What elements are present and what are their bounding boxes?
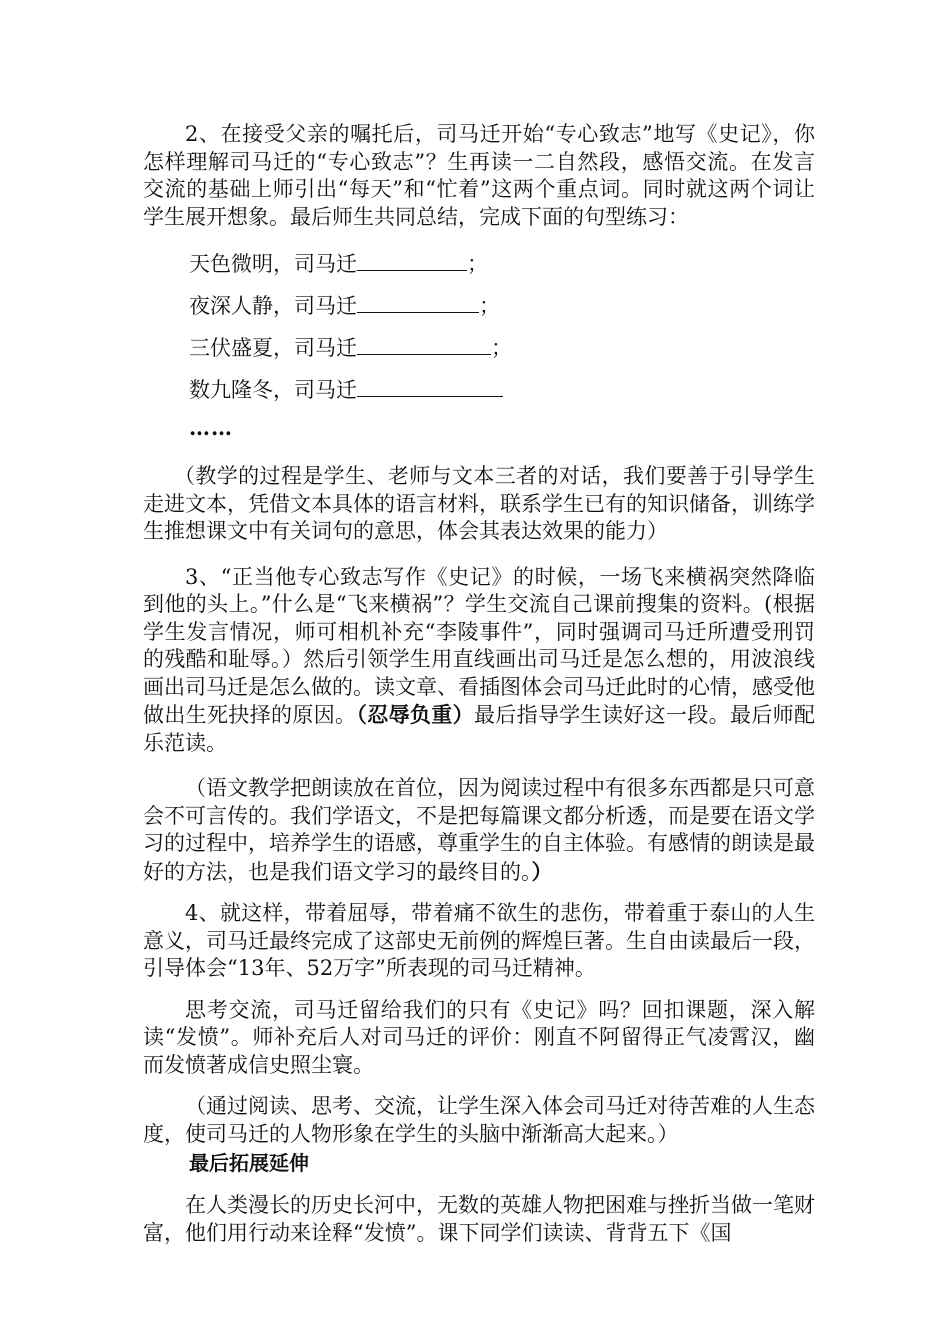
- drill-line-1: [143, 243, 815, 285]
- note-2-text: （语文教学把朗读放在首位，因为阅读过程中有很多东西都是只可意会不可言传的。我们学语文，不是把每篇课文都分析透，而是要在语文学习的过程中，培养学生的语感，尊重学生的自主体验。有感情的朗读是最好的方法，也是我们语文学习的最终目的。: [143, 776, 815, 884]
- paragraph-step-2: 2、在接受父亲的嘱托后，司马迁开始“专心致志”地写《史记》，你怎样理解司马迁的“专心致志”？生再读一二自然段，感悟交流。在发言交流的基础上师引出“每天”和“忙着”这两个重点词。同时就这两个词让学生展开想象。最后师生共同总结，完成下面的句型练习：: [143, 122, 815, 229]
- drill-line-4: [143, 369, 815, 411]
- drill-suffix: ；: [467, 252, 488, 276]
- step-3-text: 3、“正当他专心致志写作《史记》的时候，一场飞来横祸突然降临到他的头上。”什么是“飞来横祸”？学生交流自己课前搜集的资料。(根据学生发言情况，师可相机补充“李陵事件”，同时强调司马迁所遭受刑罚的残酷和耻辱。）然后引领学生用直线画出司马迁是怎么想的，用波浪线画出司马迁是怎么做的。读文章、看插图体会司马迁此时的心情，感受他做出生死抉择的原因。: [143, 564, 815, 727]
- drill-suffix: ；: [491, 336, 512, 360]
- drill-prefix: 数九隆冬，司马迁: [189, 378, 357, 402]
- drill-line-3: [143, 327, 815, 369]
- drill-line-2: [143, 285, 815, 327]
- drill-suffix: ；: [479, 294, 500, 318]
- fill-blank: [357, 378, 503, 397]
- teaching-note-3: （通过阅读、思考、交流，让学生深入体会司马迁对待苦难的人生态度，使司马迁的人物形象在学生的头脑中渐渐高大起来。）: [143, 1094, 815, 1146]
- paragraph-discussion: 思考交流，司马迁留给我们的只有《史记》吗？回扣课题，深入解读“发愤”。师补充后人对司马迁的评价：刚直不阿留得正气凌霄汉，幽而发愤著成信史照尘寰。: [143, 997, 815, 1077]
- fill-blank: [357, 336, 491, 355]
- teaching-note-2: [143, 775, 815, 886]
- fill-blank: [357, 252, 467, 271]
- note-2-close-paren: ）: [531, 858, 553, 884]
- paragraph-step-4: 4、就这样，带着屈辱，带着痛不欲生的悲伤，带着重于泰山的人生意义，司马迁最终完成了这部史无前例的辉煌巨著。生自由读最后一段，引导体会“13年、52万字”所表现的司马迁精神。: [143, 901, 815, 980]
- teaching-note-1: （教学的过程是学生、老师与文本三者的对话，我们要善于引导学生走进文本，凭借文本具体的语言材料，联系学生已有的知识储备，训练学生推想课文中有关词句的意思，体会其表达效果的能力）: [143, 464, 815, 543]
- drill-prefix: 三伏盛夏，司马迁: [189, 336, 357, 360]
- document-page: [143, 121, 815, 1247]
- step-3-closing: 最后指导学生读好这一段。最后师配乐范读。: [143, 703, 816, 755]
- ellipsis: ……: [189, 415, 233, 440]
- paragraph-step-3: [143, 564, 815, 758]
- fill-blank: [357, 294, 479, 313]
- drill-prefix: 夜深人静，司马迁: [189, 294, 357, 318]
- paragraph-extension: 在人类漫长的历史长河中，无数的英雄人物把困难与挫折当做一笔财富，他们用行动来诠释“发愤”。课下同学们读读、背背五下《国: [143, 1193, 815, 1245]
- drill-prefix: 天色微明，司马迁: [189, 252, 357, 276]
- step-3-emphasis: （忍辱负重）: [356, 702, 474, 727]
- section-heading: 最后拓展延伸: [189, 1151, 309, 1175]
